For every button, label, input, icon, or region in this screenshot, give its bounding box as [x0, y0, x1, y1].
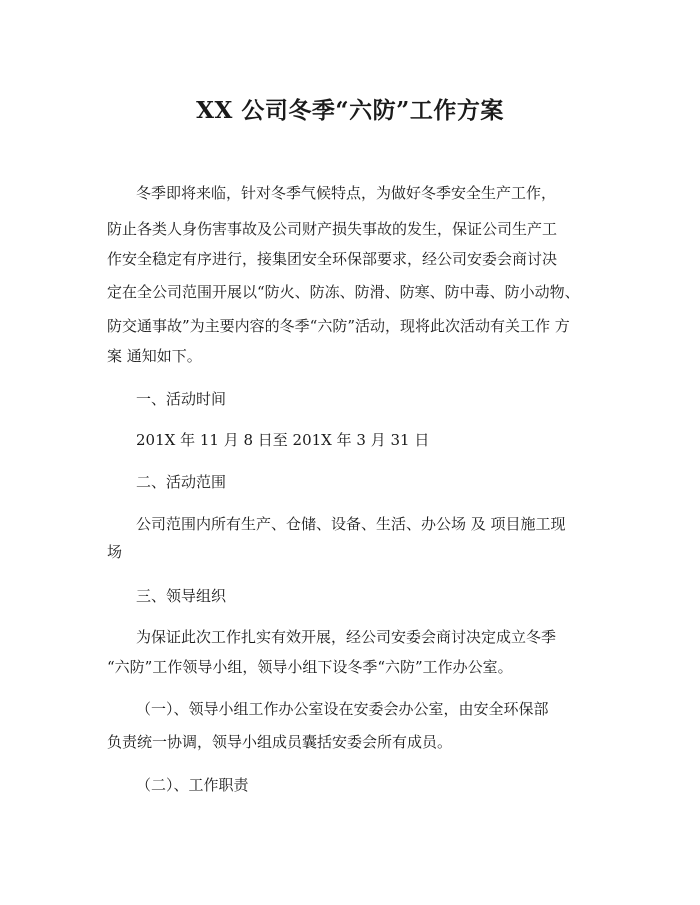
- intro-line: 案 通知如下。: [107, 347, 202, 365]
- document-title: XX 公司冬季“六防”工作方案: [196, 97, 504, 124]
- scope-line: 公司范围内所有生产、仓储、设备、生活、办公场 及 项目施工现: [136, 515, 566, 533]
- intro-line: 作安全稳定有序进行，接集团安全环保部要求，经公司安委会商讨决: [107, 250, 558, 268]
- subsection-heading-duties: （二）、工作职责: [136, 776, 249, 794]
- organization-line: “六防”工作领导小组，领导小组下设冬季“六防”工作办公室。: [107, 658, 513, 676]
- section-heading-organization: 三、领导组织: [136, 587, 227, 605]
- section-heading-time: 一、活动时间: [136, 390, 227, 408]
- intro-line: 防止各类人身伤害事故及公司财产损失事故的发生，保证公司生产工: [107, 220, 558, 238]
- activity-time-text: 201X 年 11 月 8 日至 201X 年 3 月 31 日: [136, 431, 430, 449]
- organization-line: 为保证此次工作扎实有效开展，经公司安委会商讨决定成立冬季: [136, 628, 557, 646]
- intro-line: 冬季即将来临，针对冬季气候特点，为做好冬季安全生产工作，: [136, 184, 557, 202]
- subsection-office-line: 负责统一协调，领导小组成员囊括安委会所有成员。: [107, 733, 453, 751]
- scope-line: 场: [107, 543, 123, 561]
- section-heading-scope: 二、活动范围: [136, 473, 227, 491]
- subsection-office-line: （一）、领导小组工作办公室设在安委会办公室，由安全环保部: [136, 700, 549, 718]
- intro-line: 定在全公司范围开展以“防火、防冻、防滑、防寒、防中毒、防小动物、: [107, 283, 580, 301]
- intro-line: 防交通事故”为主要内容的冬季“六防”活动，现将此次活动有关工作 方: [107, 317, 570, 335]
